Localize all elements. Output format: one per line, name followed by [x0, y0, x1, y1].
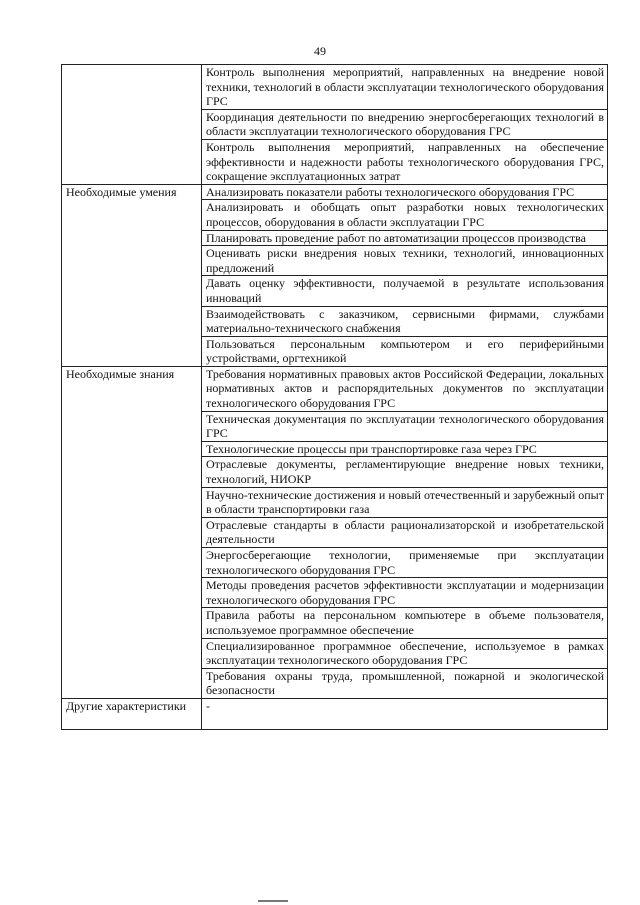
- table-cell: Оценивать риски внедрения новых техники, технологий, инновационных предложений: [202, 246, 608, 276]
- table-cell: Давать оценку эффективности, получаемой в результате использования инноваций: [202, 276, 608, 306]
- table-cell: Контроль выполнения мероприятий, направленных на внедрение новой техники, технологий в области эксплуатации технологического оборудования ГРС: [202, 65, 608, 110]
- table-cell: Анализировать и обобщать опыт разработки новых технологических процессов, оборудования в области эксплуатации ГРС: [202, 200, 608, 230]
- table-cell: Отраслевые документы, регламентирующие внедрение новых техники, технологий, НИОКР: [202, 457, 608, 487]
- table-cell: Отраслевые стандарты в области рационализаторской и изобретательской деятельности: [202, 517, 608, 547]
- table-cell: Техническая документация по эксплуатации технологического оборудования ГРС: [202, 411, 608, 441]
- page-number: 49: [314, 44, 326, 58]
- table-cell: Технологические процессы при транспортировке газа через ГРС: [202, 441, 608, 457]
- table-cell: Планировать проведение работ по автоматизации процессов производства: [202, 230, 608, 246]
- table-cell: Требования охраны труда, промышленной, пожарной и экологической безопасности: [202, 668, 608, 698]
- table-cell: Координация деятельности по внедрению энергосберегающих технологий в области эксплуатации технологического оборудования ГРС: [202, 109, 608, 139]
- other-value: -: [202, 698, 608, 729]
- knowledge-label: Необходимые знания: [62, 366, 202, 698]
- competency-table: [61, 64, 608, 730]
- table-cell: Методы проведения расчетов эффективности эксплуатации и модернизации технологического оборудования ГРС: [202, 578, 608, 608]
- other-label: Другие характеристики: [62, 698, 202, 729]
- table-cell: Специализированное программное обеспечение, используемое в рамках эксплуатации технологического оборудования ГРС: [202, 638, 608, 668]
- skills-label: Необходимые умения: [62, 184, 202, 366]
- table-row: [62, 184, 608, 200]
- table-cell: Пользоваться персональным компьютером и его периферийными устройствами, оргтехникой: [202, 336, 608, 366]
- table-cell: Научно-технические достижения и новый отечественный и зарубежный опыт в области транспортировки газа: [202, 487, 608, 517]
- table-cell: Контроль выполнения мероприятий, направленных на обеспечение эффективности и надежности работы технологического оборудования ГРС, сокращение эксплуатационных затрат: [202, 139, 608, 184]
- table-cell: Правила работы на персональном компьютере в объеме пользователя, используемое программное обеспечение: [202, 608, 608, 638]
- table-row: [62, 65, 608, 110]
- table-cell: Требования нормативных правовых актов Российской Федерации, локальных нормативных актов и распорядительных документов по эксплуатации технологического оборудования ГРС: [202, 366, 608, 411]
- scan-artifact: [258, 900, 288, 902]
- table-row: [62, 698, 608, 729]
- table-cell: Анализировать показатели работы технологического оборудования ГРС: [202, 184, 608, 200]
- table-cell: Энергосберегающие технологии, применяемые при эксплуатации технологического оборудования ГРС: [202, 548, 608, 578]
- table-cell: Взаимодействовать с заказчиком, сервисными фирмами, службами материально-технического снабжения: [202, 306, 608, 336]
- table-row: [62, 366, 608, 411]
- row-label-empty: [62, 65, 202, 185]
